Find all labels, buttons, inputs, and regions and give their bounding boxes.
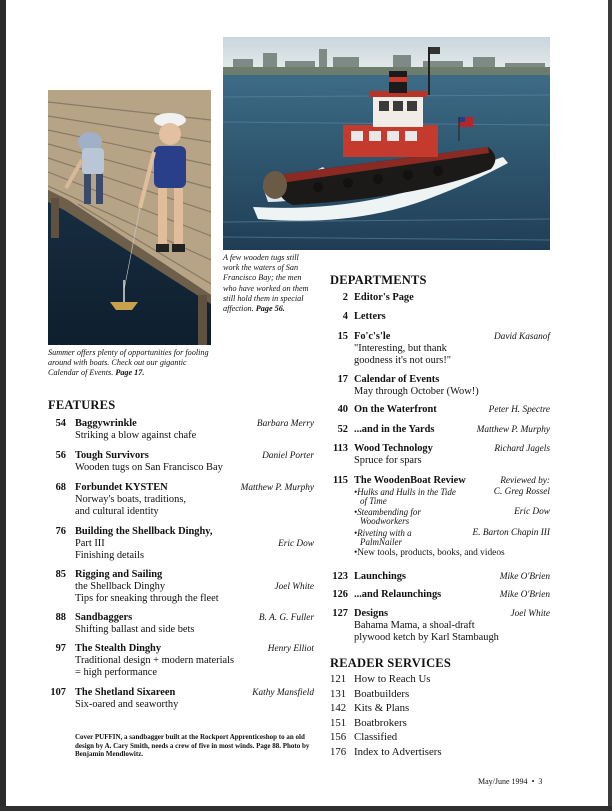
review-item: of Time bbox=[360, 496, 387, 506]
feature-title: Building the Shellback Dinghy, bbox=[75, 526, 213, 537]
review-author: E. Barton Chapin III bbox=[472, 528, 550, 538]
feature-author: B. A. G. Fuller bbox=[258, 613, 314, 623]
reader-service-title: How to Reach Us bbox=[354, 673, 431, 685]
reader-service-page: 142 bbox=[330, 702, 347, 715]
tug-caption-text: A few wooden tugs still work the waters of San Francisco Bay; the men who have worked on them still hold them in special affection. bbox=[223, 253, 309, 314]
feature-author: Kathy Mansfield bbox=[252, 688, 314, 698]
department-page-number: 52 bbox=[337, 424, 348, 435]
department-description: plywood ketch by Karl Stambaugh bbox=[354, 632, 499, 643]
reader-service-page: 156 bbox=[330, 731, 347, 744]
department-description: Bahama Mama, a shoal-draft bbox=[354, 620, 475, 631]
department-page-number: 2 bbox=[342, 292, 348, 303]
department-page-number: 127 bbox=[332, 608, 348, 619]
review-author: C. Greg Rossel bbox=[493, 487, 550, 497]
reader-service-title: Classified bbox=[354, 731, 398, 744]
department-title: On the Waterfront bbox=[354, 404, 437, 415]
reader-service-title: Boatbuilders bbox=[354, 687, 410, 700]
reader-service-page: 151 bbox=[330, 716, 347, 729]
dock-photo-caption bbox=[48, 348, 218, 379]
department-author: Joel White bbox=[510, 609, 550, 619]
page-footer bbox=[478, 777, 542, 786]
department-description: Spruce for spars bbox=[354, 455, 422, 466]
features-heading: FEATURES bbox=[48, 398, 116, 412]
feature-author: Daniel Porter bbox=[262, 451, 314, 461]
tug-caption-page: Page 56. bbox=[255, 304, 285, 314]
review-author: Eric Dow bbox=[514, 507, 550, 517]
feature-author: Henry Elliot bbox=[267, 644, 314, 654]
tugboat-photo bbox=[223, 37, 550, 250]
footer-page-number: 3 bbox=[538, 777, 543, 786]
feature-title: Sandbaggers bbox=[75, 612, 133, 623]
feature-page-number: 107 bbox=[50, 687, 66, 698]
feature-description: = high performance bbox=[75, 667, 158, 678]
department-page-number: 113 bbox=[332, 443, 348, 454]
feature-description: Shifting ballast and side bets bbox=[75, 624, 195, 635]
department-title: Fo'c's'le bbox=[354, 331, 391, 342]
feature-title: Baggywrinkle bbox=[75, 418, 137, 429]
department-title: Calendar of Events bbox=[354, 374, 440, 385]
reader-service-item bbox=[330, 688, 409, 700]
department-author: Peter H. Spectre bbox=[488, 405, 550, 415]
feature-description: Part III bbox=[75, 538, 105, 549]
department-author: Matthew P. Murphy bbox=[476, 425, 550, 435]
reader-service-item bbox=[330, 673, 430, 685]
feature-page-number: 85 bbox=[55, 569, 66, 580]
dock-photo bbox=[48, 90, 211, 345]
feature-description: Finishing details bbox=[75, 550, 144, 561]
reader-service-item bbox=[330, 731, 397, 743]
departments-heading: DEPARTMENTS bbox=[330, 273, 427, 287]
feature-description: Norway's boats, traditions, bbox=[75, 494, 186, 505]
department-author: Richard Jagels bbox=[494, 444, 550, 454]
feature-author: Barbara Merry bbox=[256, 419, 314, 429]
department-page-number: 4 bbox=[342, 311, 348, 322]
department-description: May through October (Wow!) bbox=[354, 386, 479, 397]
footer-issue: May/June 1994 bbox=[478, 777, 528, 786]
reader-service-item bbox=[330, 746, 442, 758]
department-page-number: 115 bbox=[332, 475, 348, 486]
department-title: Launchings bbox=[354, 571, 406, 582]
department-author: Reviewed by: bbox=[500, 476, 550, 486]
feature-description: Striking a blow against chafe bbox=[75, 430, 197, 441]
department-entry bbox=[330, 475, 550, 558]
department-page-number: 123 bbox=[332, 571, 348, 582]
reader-service-title: Index to Advertisers bbox=[354, 746, 442, 758]
feature-page-number: 56 bbox=[55, 450, 66, 461]
feature-description: Wooden tugs on San Francisco Bay bbox=[75, 462, 223, 473]
feature-title: Forbundet KYSTEN bbox=[75, 482, 168, 493]
reader-service-title: Kits & Plans bbox=[354, 702, 410, 715]
department-author: David Kasanof bbox=[493, 332, 550, 342]
review-item: •Hulks and Hulls in the Tide bbox=[354, 487, 456, 497]
reader-services-heading: READER SERVICES bbox=[330, 656, 451, 670]
department-page-number: 40 bbox=[337, 404, 348, 415]
feature-description: Six-oared and seaworthy bbox=[75, 699, 179, 710]
department-page-number: 17 bbox=[337, 374, 348, 385]
feature-title: Tough Survivors bbox=[75, 450, 149, 461]
review-item: •Steambending for bbox=[354, 507, 421, 517]
feature-description: Tips for sneaking through the fleet bbox=[75, 593, 219, 604]
review-item: PalmNailer bbox=[360, 537, 402, 547]
dock-caption-text: Summer offers plenty of opportunities for fooling around with boats. Check out our gigantic Calendar of Events. bbox=[48, 348, 209, 378]
feature-author: Joel White bbox=[274, 582, 314, 592]
department-page-number: 15 bbox=[337, 331, 348, 342]
feature-page-number: 54 bbox=[55, 418, 66, 429]
review-item: •Riveting with a bbox=[354, 528, 412, 538]
department-author: Mike O'Brien bbox=[499, 590, 550, 600]
review-item: •New tools, products, books, and videos bbox=[354, 548, 505, 558]
feature-title: The Shetland Sixareen bbox=[75, 687, 176, 698]
feature-description: the Shellback Dinghy bbox=[75, 581, 166, 592]
page-left-border bbox=[0, 0, 6, 811]
department-title: The WoodenBoat Review bbox=[354, 475, 466, 486]
tug-photo-caption bbox=[223, 253, 315, 314]
footer-bullet: • bbox=[531, 777, 535, 786]
department-author: Mike O'Brien bbox=[499, 572, 550, 582]
page-bottom-border bbox=[0, 806, 612, 811]
feature-page-number: 97 bbox=[55, 643, 66, 654]
department-title: Designs bbox=[354, 608, 389, 619]
feature-title: The Stealth Dinghy bbox=[75, 643, 162, 654]
department-title: Wood Technology bbox=[354, 443, 433, 454]
cover-caption: Cover PUFFIN, a sandbagger built at the Rockport Apprenticeshop to an old design by A. Cary Smith, needs a crew of five in most winds. Page 88. Photo by Benjamin Mendlowitz. bbox=[75, 733, 310, 759]
reader-service-item bbox=[330, 717, 407, 729]
department-title: Letters bbox=[354, 311, 386, 322]
feature-author: Eric Dow bbox=[278, 539, 314, 549]
reader-service-page: 176 bbox=[330, 746, 347, 758]
department-entry bbox=[330, 608, 550, 668]
feature-description: and cultural identity bbox=[75, 506, 159, 517]
reader-service-page: 121 bbox=[330, 673, 347, 685]
review-item: Woodworkers bbox=[360, 516, 410, 526]
department-description: "Interesting, but thank bbox=[354, 343, 447, 354]
reader-service-item bbox=[330, 702, 409, 714]
department-title: ...and in the Yards bbox=[354, 424, 435, 435]
feature-page-number: 88 bbox=[55, 612, 66, 623]
feature-author: Matthew P. Murphy bbox=[240, 483, 314, 493]
dock-caption-page: Page 17. bbox=[115, 368, 145, 378]
department-page-number: 126 bbox=[332, 589, 348, 600]
feature-page-number: 76 bbox=[55, 526, 66, 537]
department-title: ...and Relaunchings bbox=[354, 589, 442, 600]
feature-title: Rigging and Sailing bbox=[75, 569, 163, 580]
reader-service-title: Boatbrokers bbox=[354, 716, 407, 729]
department-title: Editor's Page bbox=[354, 292, 414, 303]
reader-service-page: 131 bbox=[330, 687, 347, 700]
feature-description: Traditional design + modern materials bbox=[75, 655, 234, 666]
feature-page-number: 68 bbox=[55, 482, 66, 493]
department-description: goodness it's not ours!" bbox=[354, 355, 452, 366]
page-right-border bbox=[608, 0, 612, 811]
